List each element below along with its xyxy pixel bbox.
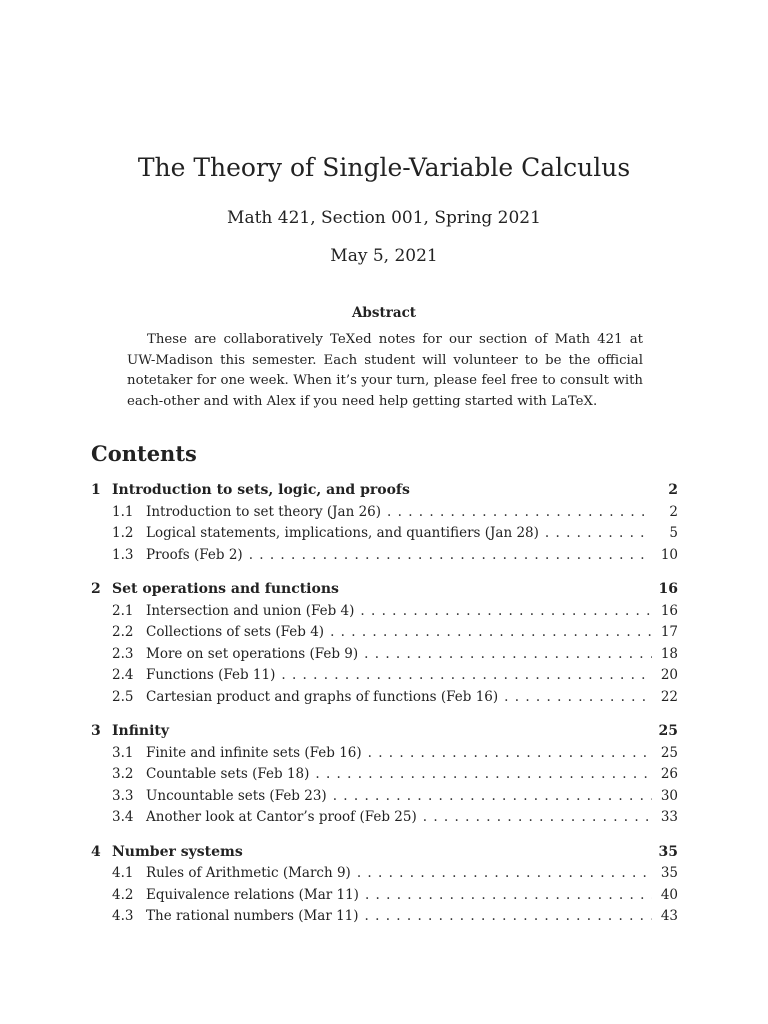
toc-subsection-title: Cartesian product and graphs of functions (Feb 16) [146,688,499,705]
toc-subsection-number: 2.2 [112,624,134,640]
toc-subsection-number: 3.4 [112,809,134,825]
toc-section-number: 1 [91,482,101,498]
toc-subsection-title: Introduction to set theory (Jan 26) [146,503,382,520]
toc-subsection-page: 26 [660,766,678,782]
toc-subsection-number: 2.3 [112,645,134,662]
toc-section-page: 16 [658,581,678,597]
toc-subsection-number: 1.2 [112,525,134,541]
toc-subsection-number: 3.1 [112,744,134,761]
toc-section-title: Number systems [112,843,243,860]
contents-heading: Contents [91,441,197,466]
toc-subsection-title: The rational numbers (Mar 11) [146,908,359,924]
toc-subsection-number: 1.3 [112,546,134,563]
toc-subsection-page: 17 [660,624,678,640]
toc-subsection-number: 4.2 [112,886,134,903]
toc-subsection-1-3[interactable] [91,547,678,569]
toc-subsection-3-2[interactable] [91,766,678,788]
toc-subsection-3-3[interactable] [91,788,678,810]
toc-subsection-2-2[interactable] [91,624,678,646]
toc-section-page: 35 [658,843,678,860]
toc-section-number: 2 [91,581,101,597]
toc-subsection-page: 16 [660,602,678,619]
toc-subsection-title: Functions (Feb 11) [146,667,276,683]
toc-subsection-title: Collections of sets (Feb 4) [146,624,325,640]
toc-subsection-page: 25 [660,744,678,761]
toc-dot-leader [249,547,652,563]
toc-subsection-title: Proofs (Feb 2) [146,546,243,563]
toc-subsection-number: 1.1 [112,503,134,520]
toc-subsection-number: 4.3 [112,908,134,924]
toc-subsection-page: 35 [660,865,678,881]
toc-subsection-1-1[interactable] [91,504,678,526]
toc-dot-leader [368,745,652,761]
table-of-contents [91,482,678,930]
toc-dot-leader [315,766,652,782]
toc-subsection-2-1[interactable] [91,603,678,625]
toc-subsection-2-5[interactable] [91,689,678,711]
toc-subsection-title: Uncountable sets (Feb 23) [146,787,327,804]
toc-dot-leader [504,689,652,705]
toc-subsection-title: Another look at Cantor’s proof (Feb 25) [146,809,417,825]
toc-subsection-page: 20 [660,667,678,683]
toc-subsection-title: Logical statements, implications, and quantifiers (Jan 28) [146,525,539,541]
toc-dot-leader [333,788,652,804]
toc-dot-leader [281,667,652,683]
toc-section-2[interactable] [91,581,678,603]
toc-subsection-title: Equivalence relations (Mar 11) [146,886,359,903]
toc-subsection-4-1[interactable] [91,865,678,887]
toc-subsection-page: 10 [660,546,678,563]
toc-section-page: 25 [658,723,678,739]
toc-subsection-title: Intersection and union (Feb 4) [146,602,355,619]
toc-subsection-page: 40 [660,886,678,903]
toc-dot-leader [364,646,652,662]
toc-dot-leader [360,603,652,619]
toc-section-page: 2 [668,482,678,498]
toc-subsection-page: 30 [660,787,678,804]
toc-section-number: 3 [91,723,101,739]
toc-dot-leader [357,865,652,881]
toc-section-1[interactable] [91,482,678,504]
toc-subsection-page: 22 [660,688,678,705]
toc-subsection-number: 3.2 [112,766,134,782]
toc-section-3[interactable] [91,723,678,745]
toc-subsection-3-4[interactable] [91,809,678,831]
document-date: May 5, 2021 [330,246,438,266]
toc-subsection-number: 3.3 [112,787,134,804]
toc-section-number: 4 [91,843,101,860]
toc-dot-leader [365,908,652,924]
toc-dot-leader [387,504,652,520]
toc-section-title: Introduction to sets, logic, and proofs [112,482,410,498]
toc-subsection-title: Finite and infinite sets (Feb 16) [146,744,362,761]
toc-subsection-page: 33 [660,809,678,825]
toc-subsection-4-2[interactable] [91,887,678,909]
toc-subsection-page: 43 [660,908,678,924]
toc-subsection-4-3[interactable] [91,908,678,930]
toc-subsection-number: 2.5 [112,688,134,705]
toc-subsection-3-1[interactable] [91,745,678,767]
toc-dot-leader [365,887,652,903]
toc-section-title: Infinity [112,723,170,739]
toc-subsection-2-3[interactable] [91,646,678,668]
toc-subsection-number: 2.4 [112,667,134,683]
toc-subsection-page: 5 [669,525,678,541]
toc-subsection-page: 18 [660,645,678,662]
document-subtitle: Math 421, Section 001, Spring 2021 [227,208,541,228]
toc-section-4[interactable] [91,844,678,866]
toc-subsection-page: 2 [669,503,678,520]
toc-subsection-number: 2.1 [112,602,134,619]
toc-subsection-title: Rules of Arithmetic (March 9) [146,865,351,881]
abstract-body: These are collaboratively TeXed notes for our section of Math 421 at UW-Madison this semester. Each student will volunteer to be the official notetaker for one week. When it’s your turn, please feel free to consult with each-other and with Alex if you need help getting started with LaTeX. [127,332,643,409]
toc-subsection-2-4[interactable] [91,667,678,689]
toc-subsection-number: 4.1 [112,865,134,881]
toc-subsection-title: Countable sets (Feb 18) [146,766,310,782]
toc-dot-leader [423,809,652,825]
toc-dot-leader [545,525,652,541]
toc-subsection-1-2[interactable] [91,525,678,547]
abstract-heading: Abstract [351,305,417,321]
toc-subsection-title: More on set operations (Feb 9) [146,645,359,662]
toc-dot-leader [330,624,652,640]
document-title: The Theory of Single-Variable Calculus [137,153,631,182]
toc-section-title: Set operations and functions [112,581,339,597]
